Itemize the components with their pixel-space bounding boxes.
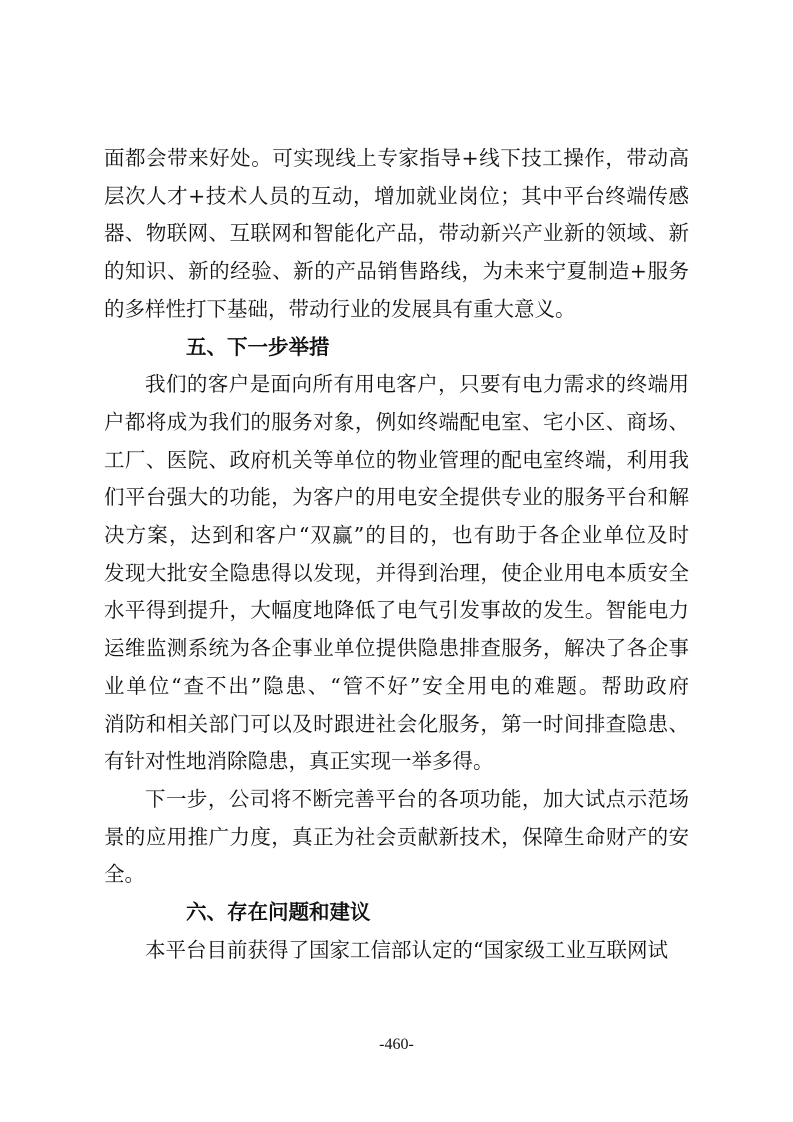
text-line: 的知识、新的经验、新的产品销售路线，为未来宁夏制造+服务 (104, 259, 689, 284)
paragraph (104, 932, 689, 970)
text-line: 面都会带来好处。可实现线上专家指导+线下技工操作，带动高 (104, 146, 689, 170)
text-line: 的多样性打下基础，带动行业的发展具有重大意义。 (104, 296, 576, 321)
text-line: 发现大批安全隐患得以发现，并得到治理，使企业用电本质安全 (104, 560, 689, 585)
text-line: 运维监测系统为各企事业单位提供隐患排查服务，解决了各企事 (104, 636, 689, 661)
text-line: 业单位“查不出”隐患、“管不好”安全用电的难题。帮助政府 (104, 673, 689, 698)
document-body (104, 140, 689, 969)
text-line: 下一步，公司将不断完善平台的各项功能，加大试点示范场 (145, 786, 689, 811)
section-heading (104, 329, 689, 367)
text-line: 工厂、医院、政府机关等单位的物业管理的配电室终端，利用我 (104, 447, 689, 472)
text-line: 全。 (104, 862, 145, 887)
text-line: 们平台强大的功能，为客户的用电安全提供专业的服务平台和解 (104, 485, 689, 510)
section-heading (104, 894, 689, 932)
text-line: 本平台目前获得了国家工信部认定的“国家级工业互联网试 (145, 937, 668, 962)
page-number: -460- (379, 1036, 414, 1053)
text-line: 六、存在问题和建议 (186, 900, 371, 925)
text-line: 决方案，达到和客户“双赢”的目的，也有助于各企业单位及时 (104, 523, 689, 548)
text-line: 消防和相关部门可以及时跟进社会化服务，第一时间排查隐患、 (104, 711, 689, 736)
text-line: 有针对性地消除隐患，真正实现一举多得。 (104, 749, 494, 774)
paragraph (104, 366, 689, 781)
text-line: 水平得到提升，大幅度地降低了电气引发事故的发生。智能电力 (104, 598, 689, 623)
text-line: 户都将成为我们的服务对象，例如终端配电室、宅小区、商场、 (104, 409, 689, 434)
paragraph (104, 140, 689, 329)
text-line: 景的应用推广力度，真正为社会贡献新技术，保障生命财产的安 (104, 824, 689, 849)
text-line: 层次人才+技术人员的互动，增加就业岗位；其中平台终端传感 (104, 183, 689, 208)
paragraph (104, 781, 689, 894)
text-line: 我们的客户是面向所有用电客户，只要有电力需求的终端用 (145, 372, 689, 397)
text-line: 器、物联网、互联网和智能化产品，带动新兴产业新的领域、新 (104, 221, 689, 246)
text-line: 五、下一步举措 (186, 334, 330, 359)
